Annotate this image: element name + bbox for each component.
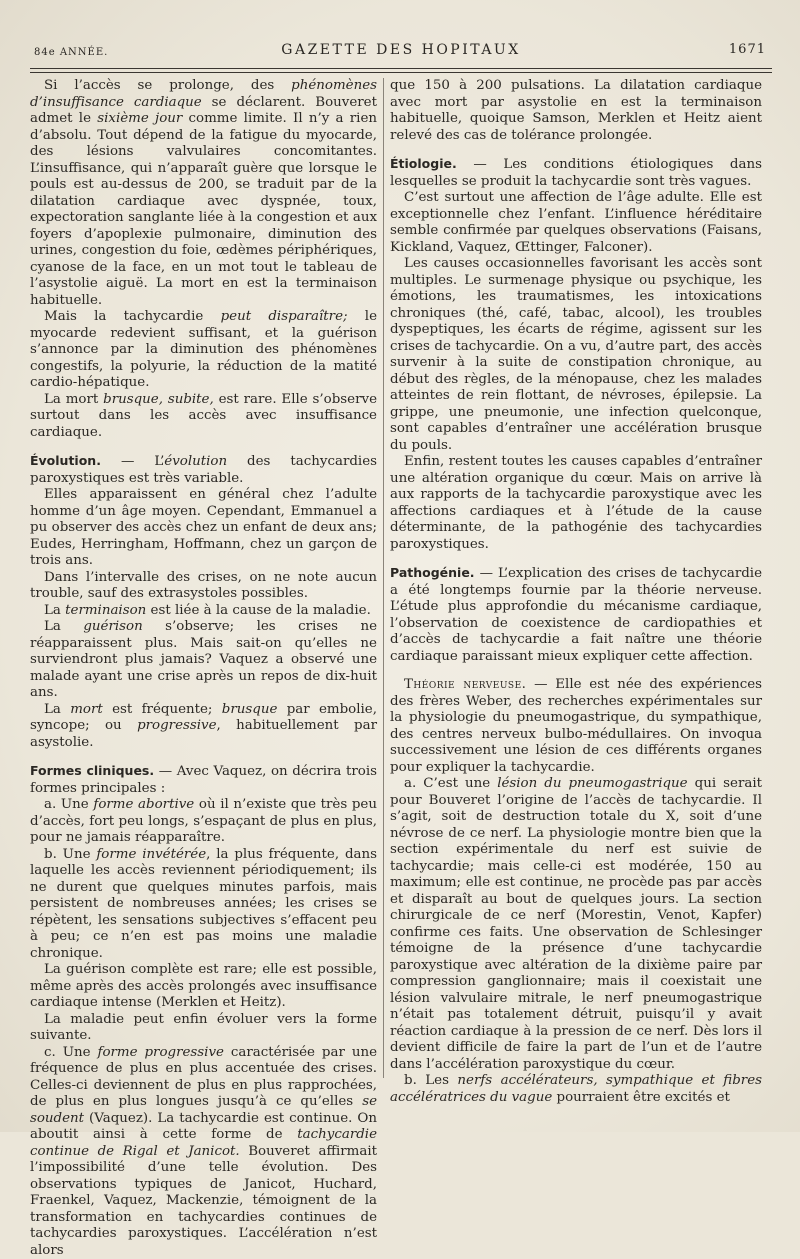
- journal-title: GAZETTE DES HOPITAUX: [30, 42, 772, 58]
- header-rule-thick: [30, 68, 772, 69]
- paragraph: Mais la tachycardie peut disparaître; le myocarde redevient suffisant, et la guérison s’annonce par la diminution des phénomènes congestifs, la polyurie, la réduction de la matité cardio-hépatique.: [30, 309, 377, 392]
- issue-label: 84e ANNÉE.: [34, 47, 108, 58]
- left-column: [30, 78, 377, 1259]
- subsection-theorie-nerveuse: Théorie nerveuse. — Elle est née des expériences des frères Weber, des recherches expérimentales sur la physiologie du pneumogastrique, du sympathique, des centres nerveux bulbo-médullaires. On invoqua successivement une lésion de ces différents organes pour expliquer la tachycardie.: [390, 677, 762, 776]
- paragraph: La guérison complète est rare; elle est possible, même après des accès prolongés avec insuffisance cardiaque intense (Merklen et Heitz).: [30, 962, 377, 1012]
- section-evolution: Évolution. — L’évolution des tachycardies paroxystiques est très variable.: [30, 453, 377, 487]
- section-formes-cliniques: Formes cliniques. — Avec Vaquez, on décrira trois formes principales :: [30, 763, 377, 797]
- paragraph: Si l’accès se prolonge, des phénomènes d’insuffisance cardiaque se déclarent. Bouveret admet le sixième jour comme limite. Il n’y a rien d’absolu. Tout dépend de la fatigue du myocarde, des lésions valvulaires concomitantes. L’insuffisance, qui n’apparaît guère que lorsque le pouls est au-dessus de 200, se traduit par de la dilatation cardiaque avec dyspnée, toux, expectoration sanglante liée à la congestion et aux foyers d’apoplexie pulmonaire, diminution des urines, congestion du foie, œdèmes périphériques, cyanose de la face, en un mot tout le tableau de l’asystolie aiguë. La mort en est la terminaison habituelle.: [30, 78, 377, 309]
- paragraph: La maladie peut enfin évoluer vers la forme suivante.: [30, 1012, 377, 1045]
- section-heading: Étiologie.: [390, 156, 457, 171]
- column-divider: [383, 78, 384, 1078]
- paragraph: Dans l’intervalle des crises, on ne note aucun trouble, sauf des extrasystoles possibles.: [30, 570, 377, 603]
- right-column: [390, 78, 762, 1106]
- section-heading: Évolution.: [30, 453, 101, 468]
- paragraph: c. Une forme progressive caractérisée par une fréquence de plus en plus accentuée des crises. Celles-ci deviennent de plus en plus rapprochées, de plus en plus longues jusqu’à ce qu’elles se soudent (Vaquez). La tachycardie est continue. On aboutit ainsi à cette forme de tachycardie continue de Rigal et Janicot. Bouveret affirmait l’impossibilité d’une telle évolution. Des observations typiques de Janicot, Huchard, Fraenkel, Vaquez, Mackenzie, témoignent de la transformation en tachycardies continues de tachycardies paroxystiques. L’accélération n’est alors: [30, 1045, 377, 1259]
- paragraph: que 150 à 200 pulsations. La dilatation cardiaque avec mort par asystolie en est la terminaison habituelle, quoique Samson, Merklen et Heitz aient relevé des cas de tolérance prolongée.: [390, 78, 762, 144]
- section-heading: Pathogénie.: [390, 565, 475, 580]
- paragraph: La mort brusque, subite, est rare. Elle s’observe surtout dans les accès avec insuffisance cardiaque.: [30, 392, 377, 442]
- header-rule-thin: [30, 72, 772, 73]
- paragraph: La mort est fréquente; brusque par embolie, syncope; ou progressive, habituellement par asystolie.: [30, 702, 377, 752]
- paragraph: b. Les nerfs accélérateurs, sympathique et fibres accélératrices du vague pourraient être excités et: [390, 1073, 762, 1106]
- section-pathogenie: Pathogénie. — L’explication des crises de tachycardie a été longtemps fournie par la théorie nerveuse. L’étude plus approfondie du mécanisme cardiaque, l’observation de coexistence de cardiopathies et d’accès de tachycardie a fait naître une théorie cardiaque paraissant mieux expliquer cette affection.: [390, 565, 762, 665]
- section-heading: Formes cliniques.: [30, 763, 154, 778]
- paragraph: a. Une forme abortive où il n’existe que très peu d’accès, fort peu longs, s’espaçant de plus en plus, pour ne jamais réapparaître.: [30, 797, 377, 847]
- paragraph: C’est surtout une affection de l’âge adulte. Elle est exceptionnelle chez l’enfant. L’influence héréditaire semble confirmée par quelques observations (Faisans, Kickland, Vaquez, Œttinger, Falconer).: [390, 190, 762, 256]
- paragraph: a. C’est une lésion du pneumogastrique qui serait pour Bouveret l’origine de l’accès de tachycardie. Il s’agit, soit de destruction totale du X, soit d’une névrose de ce nerf. La physiologie montre bien que la section expérimentale du nerf est suivie de tachycardie; mais celle-ci est modérée, 150 au maximum; elle est continue, ne procède pas par accès et disparaît au bout de quelques jours. La section chirurgicale de ce nerf (Morestin, Venot, Kapfer) confirme ces faits. Une observation de Schlesinger témoigne de la présence d’une tachycardie paroxystique avec altération de la dixième paire par compression ganglionnaire; mais il coexistait une lésion valvulaire mitrale, le nerf pneumogastrique n’était pas totalement détruit, puisqu’il y avait réaction cardiaque à la pression de ce nerf. Dès lors il devient difficile de faire la part de l’un et de l’autre dans l’accélération paroxystique du cœur.: [390, 776, 762, 1073]
- section-etiologie: Étiologie. — Les conditions étiologiques dans lesquelles se produit la tachycardie sont très vagues.: [390, 156, 762, 190]
- paragraph: La terminaison est liée à la cause de la maladie.: [30, 603, 377, 620]
- paragraph: La guérison s’observe; les crises ne réapparaissent plus. Mais sait-on qu’elles ne surviendront plus jamais? Vaquez a observé une malade ayant une crise après un repos de dix-huit ans.: [30, 619, 377, 702]
- paragraph: Les causes occasionnelles favorisant les accès sont multiples. Le surmenage physique ou psychique, les émotions, les traumatismes, les intoxications chroniques (thé, café, tabac, alcool), les troubles dyspeptiques, les écarts de régime, agissent sur les crises de tachycardie. On a vu, d’autre part, des accès survenir à la suite de constipation chronique, au début des règles, de la ménopause, chez les malades atteintes de rein flottant, de névroses, épilepsie. La grippe, une pneumonie, une infection quelconque, sont capables d’entraîner une accélération brusque du pouls.: [390, 256, 762, 454]
- page-number: 1671: [729, 42, 766, 57]
- page-header: [30, 38, 772, 64]
- subsection-heading: Théorie nerveuse.: [404, 677, 526, 692]
- paragraph: Enfin, restent toutes les causes capables d’entraîner une altération organique du cœur. Mais on arrive là aux rapports de la tachycardie paroxystique avec les affections cardiaques et à l’étude de la cause déterminante, de la pathogénie des tachycardies paroxystiques.: [390, 454, 762, 553]
- paragraph: b. Une forme invétérée, la plus fréquente, dans laquelle les accès reviennent périodiquement; ils ne durent que quelques minutes parfois, mais persistent de nombreuses années; les crises se répètent, les sensations subjectives s’effacent peu à peu; ce n’en est pas moins une maladie chronique.: [30, 847, 377, 963]
- paragraph: Elles apparaissent en général chez l’adulte homme d’un âge moyen. Cependant, Emmanuel a pu observer des accès chez un enfant de deux ans; Eudes, Herringham, Hoffmann, chez un garçon de trois ans.: [30, 487, 377, 570]
